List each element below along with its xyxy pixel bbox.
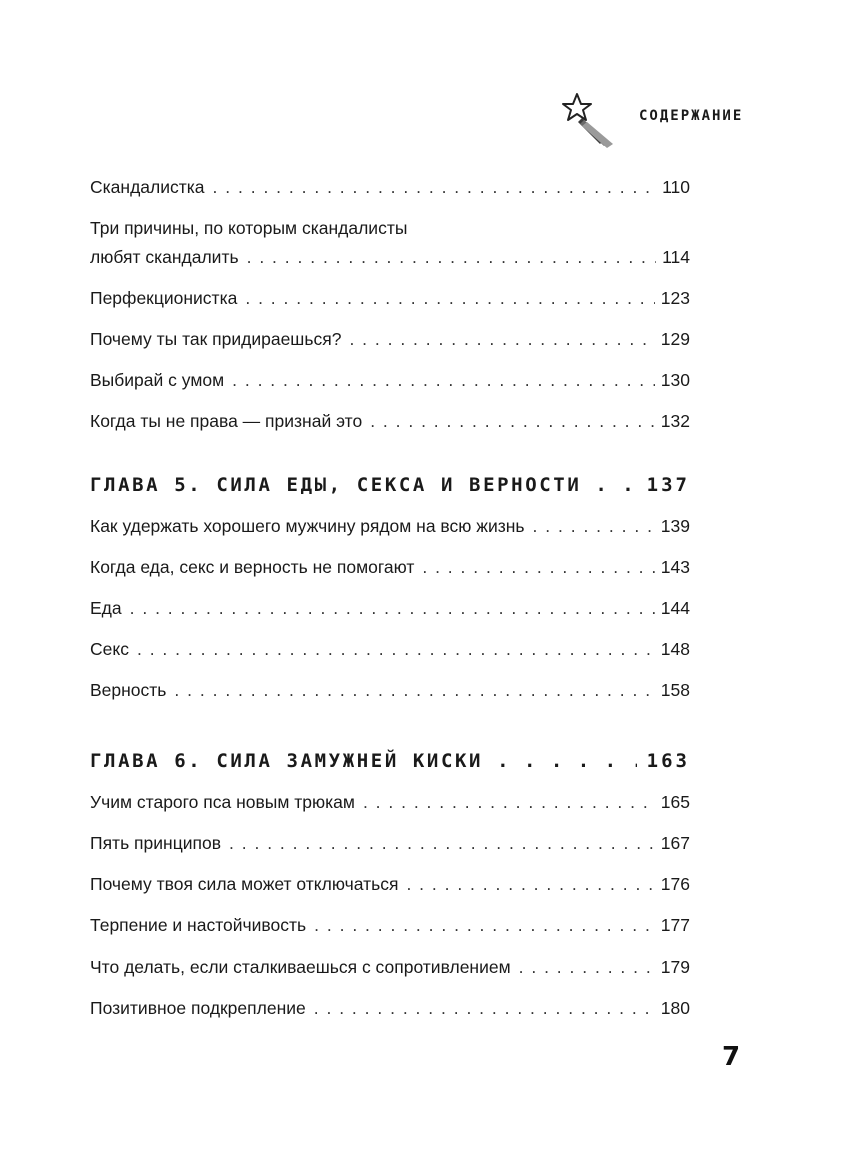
chapter-page: 163 bbox=[646, 750, 690, 772]
toc-entry-page: 180 bbox=[660, 998, 690, 1018]
toc-entry[interactable] bbox=[90, 326, 690, 352]
leader-dots bbox=[519, 954, 655, 980]
toc-entry[interactable] bbox=[90, 789, 690, 815]
toc-entry-page: 114 bbox=[662, 247, 690, 267]
toc-entry[interactable] bbox=[90, 367, 690, 393]
leader-dots bbox=[247, 244, 657, 270]
toc-entry-label: Перфекционистка bbox=[90, 288, 238, 308]
toc-entry-label: Скандалистка bbox=[90, 177, 205, 197]
toc-entry-label: Почему ты так придираешься? bbox=[90, 329, 342, 349]
toc-entry[interactable] bbox=[90, 513, 690, 539]
toc-entry[interactable] bbox=[90, 285, 690, 311]
leader-dots bbox=[130, 595, 655, 621]
toc-heading: СОДЕРЖАНИЕ bbox=[639, 108, 744, 124]
leader-dots bbox=[229, 830, 655, 856]
toc-entry[interactable] bbox=[90, 912, 690, 938]
toc-entry-page: 177 bbox=[660, 915, 690, 935]
toc-entry[interactable] bbox=[90, 408, 690, 434]
page-header bbox=[560, 92, 760, 152]
leader-dots bbox=[595, 470, 636, 500]
toc-entry-page: 167 bbox=[660, 833, 690, 853]
toc-entry-label: Выбирай с умом bbox=[90, 370, 225, 390]
toc-entry-page: 179 bbox=[660, 957, 690, 977]
toc-entry-page: 158 bbox=[660, 680, 690, 700]
leader-dots bbox=[422, 554, 654, 580]
toc-entry-page: 144 bbox=[660, 598, 690, 618]
toc-entry-label: Когда еда, секс и верность не помогают bbox=[90, 557, 415, 577]
toc-entry-page: 165 bbox=[660, 792, 690, 812]
toc-entry-label: Как удержать хорошего мужчину рядом на всю жизнь bbox=[90, 516, 525, 536]
toc-entry-page: 132 bbox=[660, 411, 690, 431]
toc-entry[interactable] bbox=[90, 244, 690, 270]
toc-entry[interactable] bbox=[90, 554, 690, 580]
leader-dots bbox=[406, 871, 654, 897]
leader-dots bbox=[314, 912, 655, 938]
toc-entry-page: 110 bbox=[662, 177, 690, 197]
leader-dots bbox=[349, 326, 654, 352]
toc-entry-label-line1: Три причины, по которым скандалисты bbox=[90, 218, 408, 238]
toc-entry-page: 129 bbox=[660, 329, 690, 349]
chapter-title: ГЛАВА 5. СИЛА ЕДЫ, СЕКСА И ВЕРНОСТИ bbox=[90, 474, 582, 496]
shooting-star-icon bbox=[560, 92, 620, 150]
toc-entry-label: любят скандалить bbox=[90, 247, 239, 267]
toc-entry-label: Верность bbox=[90, 680, 167, 700]
leader-dots bbox=[497, 746, 637, 776]
toc-entry[interactable] bbox=[90, 174, 690, 200]
leader-dots bbox=[232, 367, 655, 393]
toc-entry-label: Учим старого пса новым трюкам bbox=[90, 792, 355, 812]
toc-entry-label: Что делать, если сталкиваешься с сопротивлением bbox=[90, 957, 511, 977]
toc-entry-page: 139 bbox=[660, 516, 690, 536]
chapter-heading[interactable] bbox=[90, 746, 690, 776]
toc-entry[interactable] bbox=[90, 830, 690, 856]
toc-entry-label: Секс bbox=[90, 639, 129, 659]
leader-dots bbox=[213, 174, 657, 200]
toc-entry-label: Когда ты не права — признай это bbox=[90, 411, 363, 431]
leader-dots bbox=[174, 677, 654, 703]
toc-entry-label: Пять принципов bbox=[90, 833, 222, 853]
toc-entry[interactable] bbox=[90, 677, 690, 703]
toc-entry-page: 148 bbox=[660, 639, 690, 659]
toc-entry-page: 130 bbox=[660, 370, 690, 390]
toc-entry-label: Почему твоя сила может отключаться bbox=[90, 874, 399, 894]
toc-entry-page: 123 bbox=[660, 288, 690, 308]
leader-dots bbox=[533, 513, 655, 539]
leader-dots bbox=[314, 995, 655, 1021]
toc-entry-page: 143 bbox=[660, 557, 690, 577]
chapter-title: ГЛАВА 6. СИЛА ЗАМУЖНЕЙ КИСКИ bbox=[90, 750, 484, 772]
leader-dots bbox=[363, 789, 655, 815]
chapter-heading[interactable] bbox=[90, 470, 690, 500]
leader-dots bbox=[245, 285, 654, 311]
toc-entry[interactable] bbox=[90, 595, 690, 621]
chapter-page: 137 bbox=[646, 474, 690, 496]
toc-entry-label: Позитивное подкрепление bbox=[90, 998, 306, 1018]
toc-entry-page: 176 bbox=[660, 874, 690, 894]
leader-dots bbox=[137, 636, 655, 662]
toc-entry[interactable] bbox=[90, 995, 690, 1021]
toc-entry[interactable] bbox=[90, 871, 690, 897]
toc-entry-label: Еда bbox=[90, 598, 122, 618]
toc-entry[interactable] bbox=[90, 954, 690, 980]
page-number: 7 bbox=[722, 1042, 741, 1072]
toc-entry[interactable] bbox=[90, 636, 690, 662]
toc-entry-label: Терпение и настойчивость bbox=[90, 915, 307, 935]
leader-dots bbox=[370, 408, 655, 434]
